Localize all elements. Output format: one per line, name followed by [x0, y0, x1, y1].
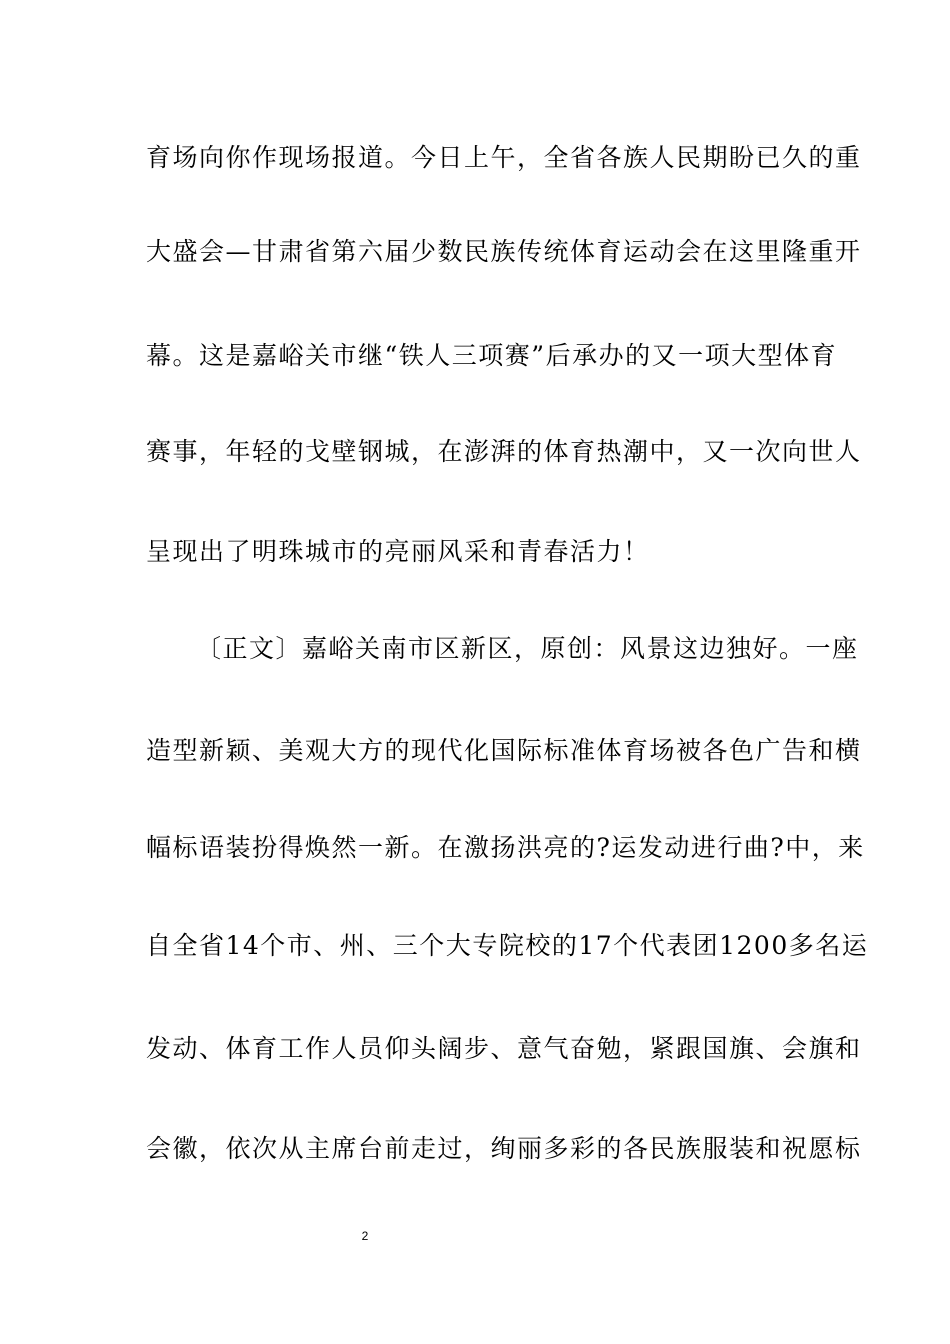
text-line: 呈现出了明珠城市的亮丽风采和青春活力！: [146, 537, 650, 566]
paragraph-first-line: 〔正文〕嘉峪关南市区新区，原创：风景这边独好。一座: [196, 634, 859, 663]
text-line: 育场向你作现场报道。今日上午，全省各族人民期盼已久的重: [146, 143, 862, 172]
text-line: 幅标语装扮得焕然一新。在激扬洪亮的?运发动进行曲?中，来: [146, 833, 865, 862]
text-line: 自全省14个市、州、三个大专院校的17个代表团1200多名运: [146, 931, 869, 960]
text-line: 会徽，依次从主席台前走过，绚丽多彩的各民族服装和祝愿标: [146, 1134, 862, 1163]
text-line: 造型新颖、美观大方的现代化国际标准体育场被各色广告和横: [146, 736, 862, 765]
text-line: 发动、体育工作人员仰头阔步、意气奋勉，紧跟国旗、会旗和: [146, 1034, 862, 1063]
text-line: 幕。这是嘉峪关市继“铁人三项赛”后承办的又一项大型体育: [146, 341, 838, 370]
text-line: 赛事，年轻的戈壁钢城，在澎湃的体育热潮中，又一次向世人: [146, 437, 862, 466]
page-number: 2: [361, 1229, 369, 1243]
text-line: 大盛会—甘肃省第六届少数民族传统体育运动会在这里隆重开: [146, 237, 862, 266]
